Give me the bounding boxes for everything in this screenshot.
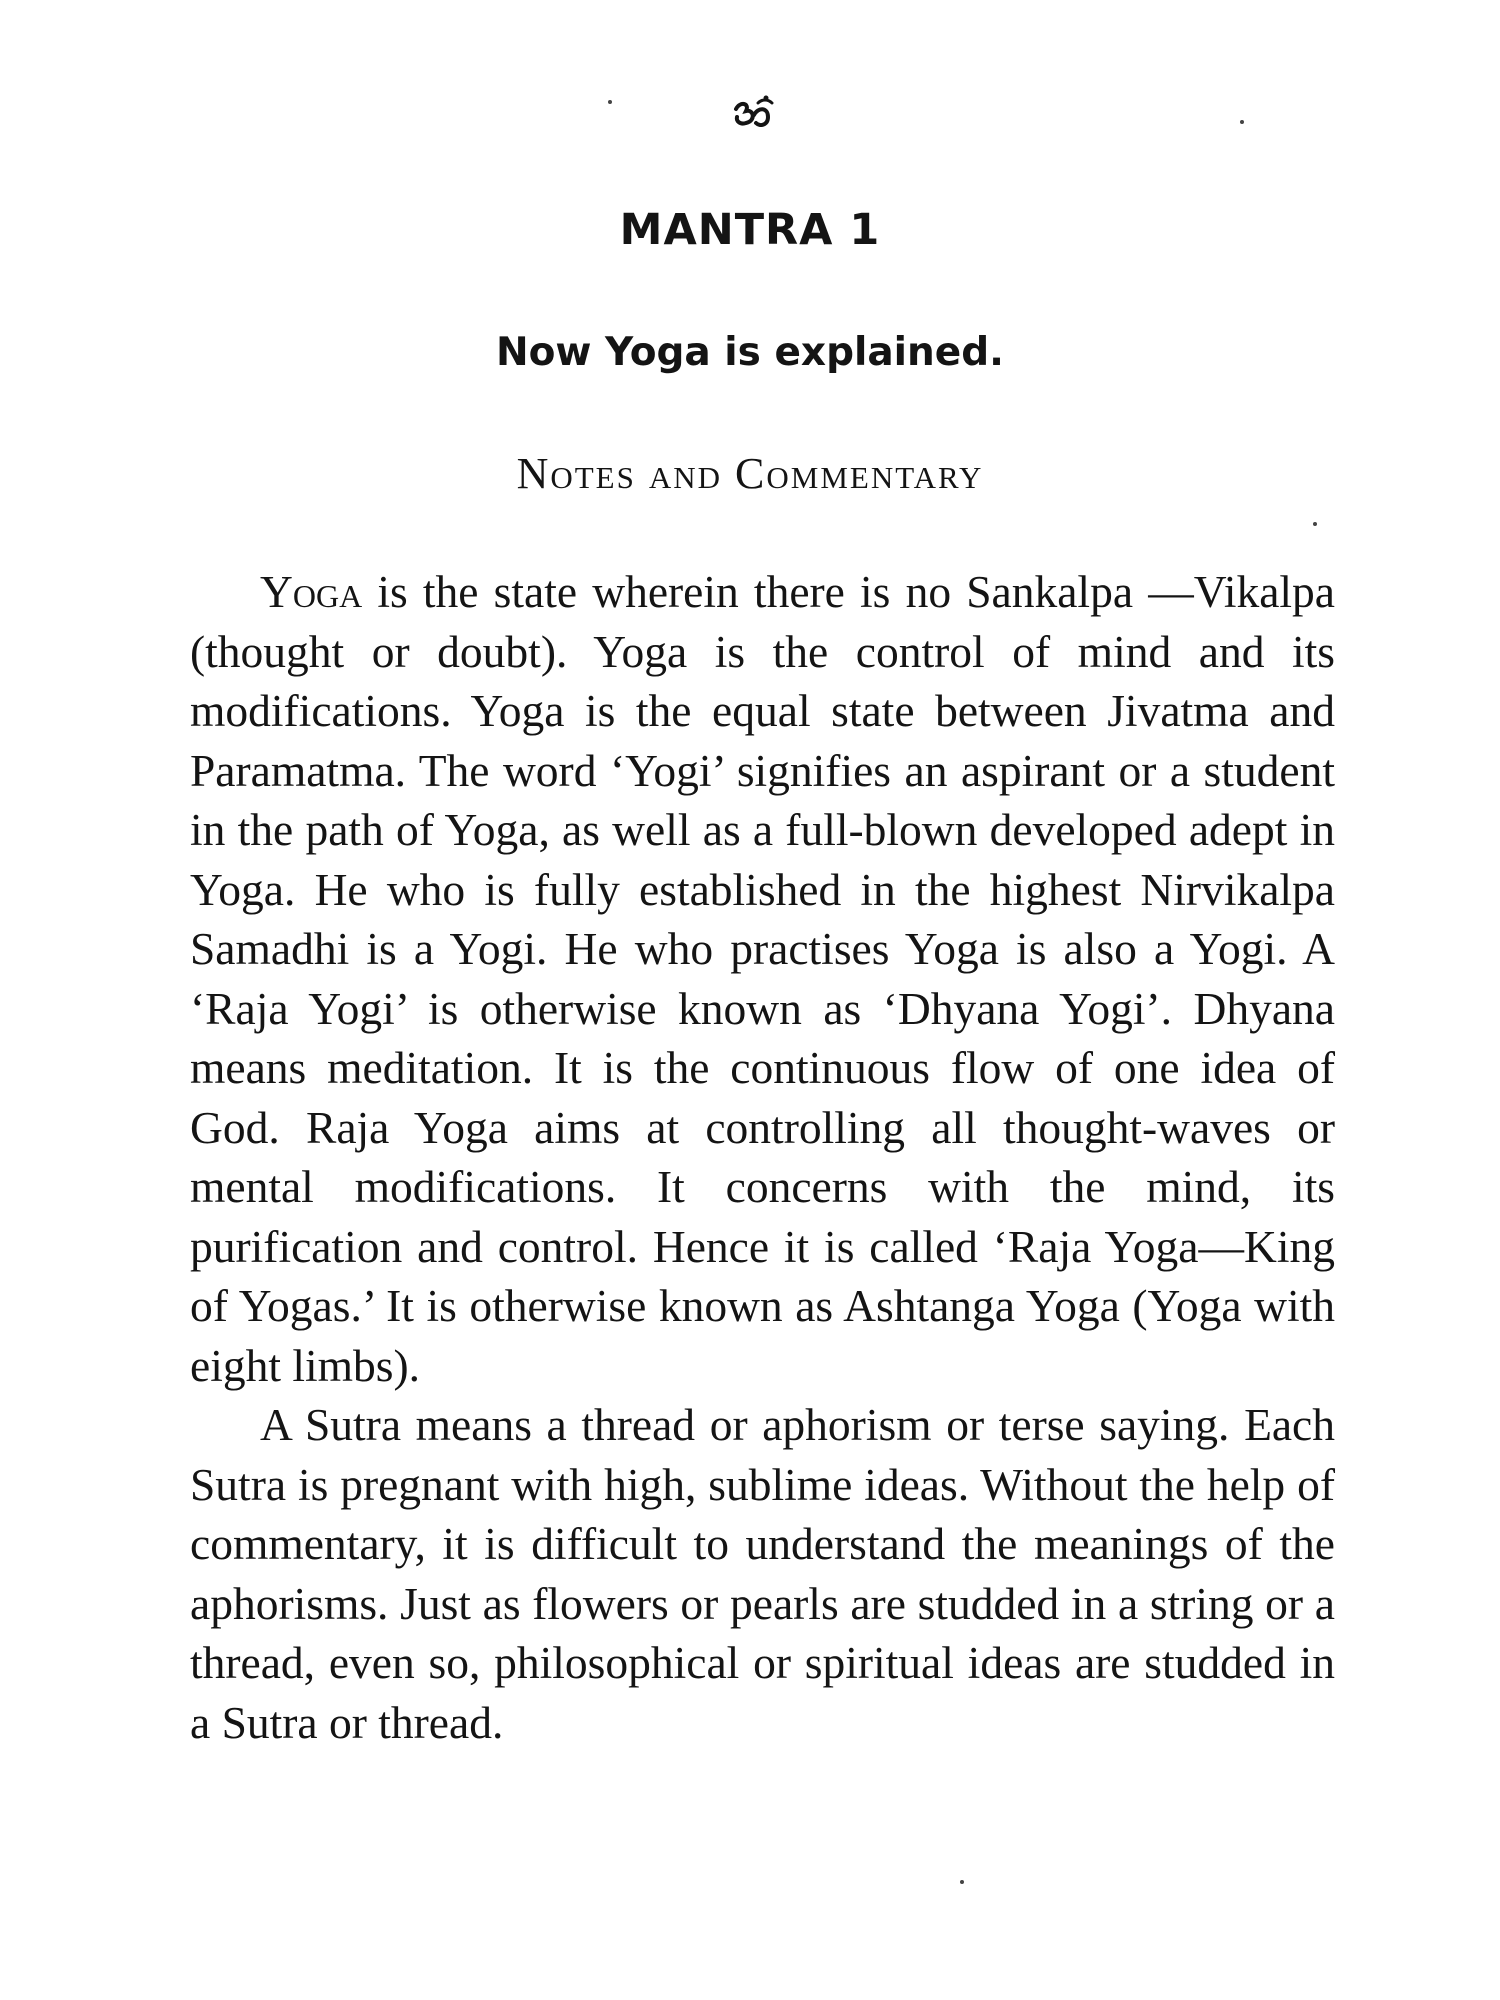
commentary-body: [190, 562, 1335, 1752]
paragraph-1-text: is the state wherein there is no Sankalpa —Vikalpa (thought or doubt). Yoga is the control of mind and its modifications. Yoga is the equal state between Jivatma and Paramatma. The word ‘Yogi’ signifies an aspirant or a student in the path of Yoga, as well as a full-blown developed adept in Yoga. He who is fully established in the highest Nirvikalpa Samadhi is a Yogi. He who practises Yoga is also a Yogi. A ‘Raja Yogi’ is otherwise known as ‘Dhyana Yogi’. Dhyana means meditation. It is the continuous flow of one idea of God. Raja Yoga aims at controlling all thought-waves or mental modifications. It concerns with the mind, its purification and control. Hence it is called ‘Raja Yoga—King of Yogas.’ It is otherwise known as Ashtanga Yoga (Yoga with eight limbs).: [190, 566, 1335, 1391]
section-heading: Notes and Commentary: [516, 449, 984, 498]
om-icon: [728, 95, 778, 135]
scan-speck: [1240, 120, 1244, 124]
scan-speck: [960, 1880, 964, 1884]
paragraph-2: A Sutra means a thread or aphorism or terse saying. Each Sutra is pregnant with high, sublime ideas. Without the help of commentary, it is difficult to understand the meanings of the aphorisms. Just as flowers or pearls are studded in a string or a thread, even so, philosophical or spiritual ideas are studded in a Sutra or thread.: [190, 1399, 1335, 1748]
scan-speck: [608, 100, 612, 104]
page-subtitle: Now Yoga is explained.: [496, 330, 1004, 375]
scan-speck: [1313, 522, 1317, 526]
paragraph-1: [190, 562, 1335, 1395]
paragraph-1-lead: Yoga: [260, 566, 363, 617]
page-title: MANTRA 1: [619, 205, 881, 255]
